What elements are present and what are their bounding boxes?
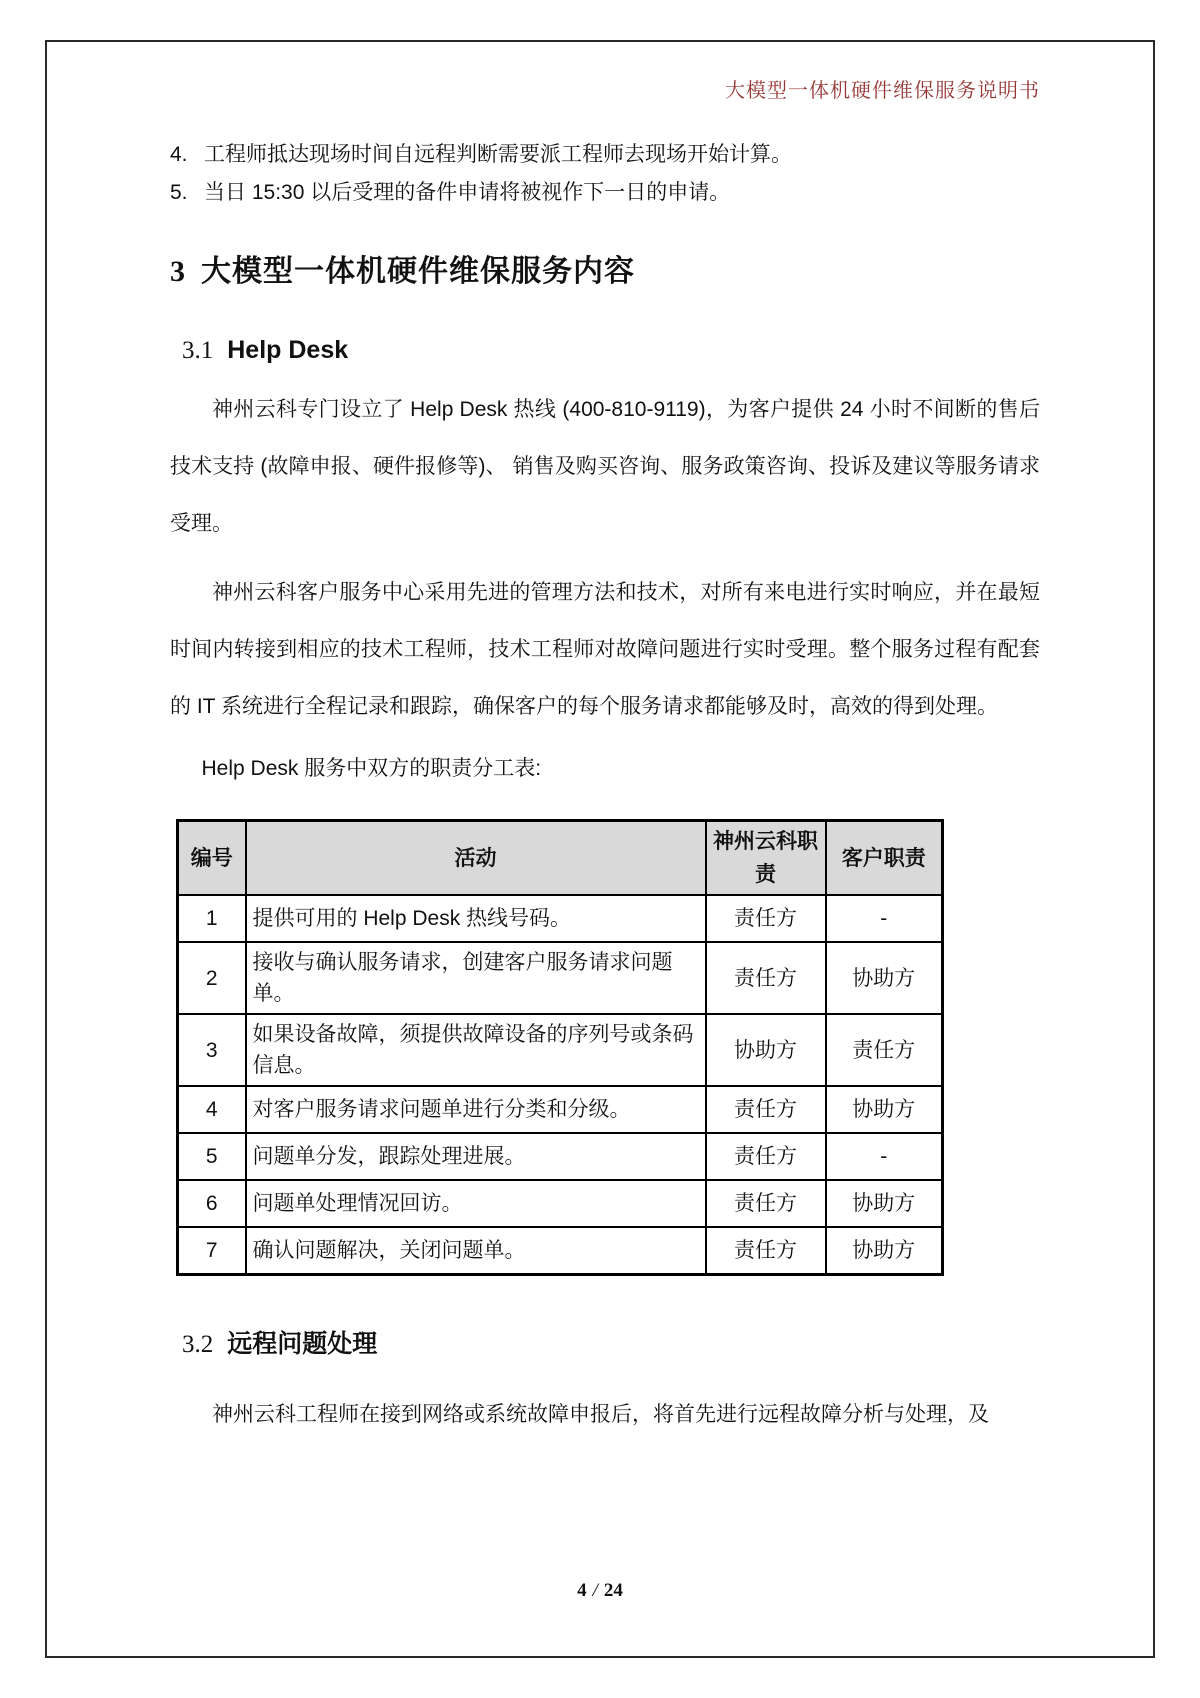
cell-row-number: 5: [178, 1133, 246, 1180]
section-title: Help Desk: [227, 336, 349, 364]
table-row: [178, 942, 943, 1014]
paragraph-service-center: 神州云科客户服务中心采用先进的管理方法和技术，对所有来电进行实时响应，并在最短时间内转接到相应的技术工程师，技术工程师对故障问题进行实时受理。整个服务过程有配套的 IT 系统进行全程记录和跟踪，确保客户的每个服务请求都能够及时，高效的得到处理。: [170, 581, 1040, 718]
cell-activity: 接收与确认服务请求，创建客户服务请求问题单。: [246, 942, 706, 1014]
page-content: [170, 136, 1040, 1443]
section-number: 3.1: [182, 337, 214, 364]
cell-vendor-role: 协助方: [706, 1014, 826, 1086]
cell-row-number: 2: [178, 942, 246, 1014]
cell-activity: 如果设备故障，须提供故障设备的序列号或条码信息。: [246, 1014, 706, 1086]
list-item: [170, 174, 1040, 212]
cell-customer-role: 协助方: [826, 1086, 943, 1133]
page-footer: [0, 1580, 1200, 1602]
paragraph-remote-handling: 神州云科工程师在接到网络或系统故障申报后，将首先进行远程故障分析与处理，及: [212, 1403, 989, 1426]
table-row: [178, 1227, 943, 1275]
cell-row-number: 6: [178, 1180, 246, 1227]
section-title: 远程问题处理: [227, 1330, 378, 1358]
cell-vendor-role: 责任方: [706, 1086, 826, 1133]
table-body: [178, 895, 943, 1275]
responsibility-table: [176, 819, 944, 1276]
column-header-id: 编号: [178, 821, 246, 896]
cell-customer-role: 责任方: [826, 1014, 943, 1086]
cell-vendor-role: 责任方: [706, 895, 826, 942]
table-row: [178, 1133, 943, 1180]
column-header-vendor: 神州云科职责: [706, 821, 826, 896]
list-item-number: 5.: [170, 181, 188, 204]
cell-customer-role: -: [826, 895, 943, 942]
cell-activity: 问题单分发，跟踪处理进展。: [246, 1133, 706, 1180]
cell-vendor-role: 责任方: [706, 942, 826, 1014]
cell-row-number: 7: [178, 1227, 246, 1275]
cell-vendor-role: 责任方: [706, 1180, 826, 1227]
paragraph-helpdesk-hotline: 神州云科专门设立了 Help Desk 热线 (400-810-9119)，为客户提供 24 小时不间断的售后技术支持 (故障申报、硬件报修等)、 销售及购买咨询、服务政策咨询、投诉及建议等服务请求受理。: [170, 398, 1040, 535]
cell-row-number: 3: [178, 1014, 246, 1086]
list-item-text: 当日 15:30 以后受理的备件申请将被视作下一日的申请。: [204, 181, 731, 204]
column-header-customer: 客户职责: [826, 821, 943, 896]
cell-customer-role: 协助方: [826, 942, 943, 1014]
cell-customer-role: 协助方: [826, 1227, 943, 1275]
section-heading-3: [170, 246, 1040, 290]
total-page-count: 24: [603, 1580, 623, 1601]
running-header-title: 大模型一体机硬件维保服务说明书: [725, 80, 1040, 102]
column-header-activity: 活动: [246, 821, 706, 896]
table-caption: Help Desk 服务中双方的职责分工表:: [201, 757, 542, 780]
cell-row-number: 1: [178, 895, 246, 942]
table-header-row: [178, 821, 943, 896]
section-title: 大模型一体机硬件维保服务内容: [201, 255, 635, 288]
cell-row-number: 4: [178, 1086, 246, 1133]
section-number: 3.2: [182, 1331, 214, 1358]
list-item: [170, 136, 1040, 174]
cell-customer-role: -: [826, 1133, 943, 1180]
table-row: [178, 895, 943, 942]
section-heading-3-1: [170, 336, 1040, 365]
list-item-text: 工程师抵达现场时间自远程判断需要派工程师去现场开始计算。: [204, 143, 792, 166]
section-number: 3: [170, 255, 185, 288]
table-row: [178, 1014, 943, 1086]
cell-customer-role: 协助方: [826, 1180, 943, 1227]
cell-vendor-role: 责任方: [706, 1133, 826, 1180]
cell-vendor-role: 责任方: [706, 1227, 826, 1275]
cell-activity: 确认问题解决，关闭问题单。: [246, 1227, 706, 1275]
cell-activity: 提供可用的 Help Desk 热线号码。: [246, 895, 706, 942]
table-row: [178, 1180, 943, 1227]
list-item-number: 4.: [170, 143, 188, 166]
cell-activity: 问题单处理情况回访。: [246, 1180, 706, 1227]
numbered-list: [170, 136, 1040, 212]
table-row: [178, 1086, 943, 1133]
cell-activity: 对客户服务请求问题单进行分类和分级。: [246, 1086, 706, 1133]
page-separator: /: [592, 1580, 598, 1601]
current-page-number: 4: [577, 1580, 587, 1601]
section-heading-3-2: [170, 1324, 1040, 1360]
